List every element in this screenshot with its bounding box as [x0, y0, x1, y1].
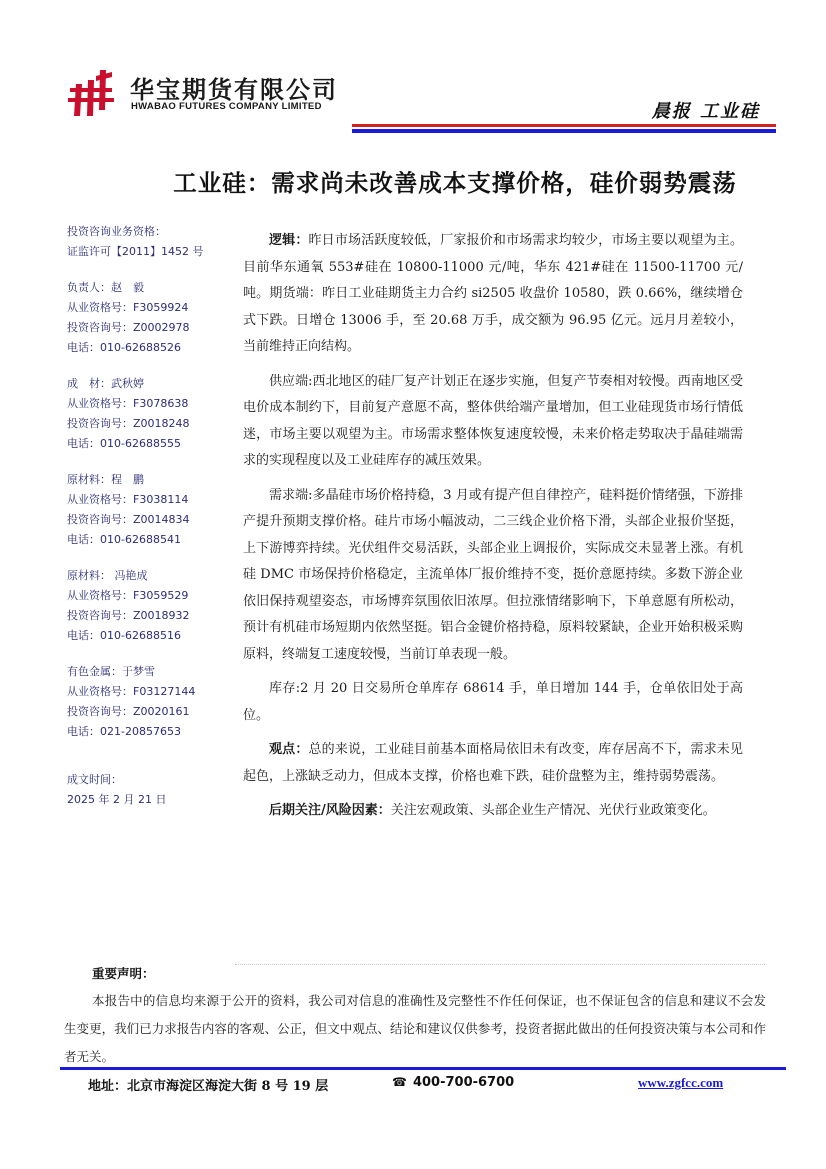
contact-consult: 投资咨询号：Z0018248: [67, 417, 190, 430]
body-divider: [235, 964, 765, 965]
contact-consult: 投资咨询号：Z0020161: [67, 705, 190, 718]
contact-block: [67, 470, 227, 550]
contact-license: 从业资格号：F03127144: [67, 685, 196, 698]
contact-phone: 电话：010-62688526: [67, 341, 181, 354]
contact-license: 从业资格号：F3038114: [67, 493, 189, 506]
report-body: [243, 228, 743, 825]
phone-number: 400-700-6700: [412, 1075, 515, 1090]
disclaimer-text: 本报告中的信息均来源于公开的资料，我公司对信息的准确性及完整性不作任何保证，也不保证包含的信息和建议不会发生变更，我们已力求报告内容的客观、公正，但文中观点、结论和建议仅供参考，投资者据此做出的任何投资决策与本公司和作者无关。: [64, 993, 766, 1064]
inventory-paragraph: 库存:2 月 20 日交易所仓单库存 68614 手，单日增加 144 手，仓单依旧处于高位。: [243, 681, 743, 723]
report-title: 工业硅：需求尚未改善成本支撑价格，硅价弱势震荡: [173, 169, 737, 197]
view-paragraph: [243, 737, 743, 790]
date-label: 成文时间：: [67, 773, 122, 786]
contact-consult: 投资咨询号：Z0002978: [67, 321, 190, 334]
contact-phone: 电话：010-62688555: [67, 437, 181, 450]
contact-role: 有色金属：于梦雪: [67, 665, 155, 678]
supply-paragraph: 供应端:西北地区的硅厂复产计划正在逐步实施，但复产节奏相对较慢。西南地区受电价成本制约下，目前复产意愿不高，整体供给端产量增加，但工业硅现货市场行情低迷，市场主要以观望为主。市场需求整体恢复速度较慢，未来价格走势取决于晶硅端需求的实现程度以及工业硅库存的减压效果。: [243, 373, 743, 468]
contact-phone: 电话：010-62688516: [67, 629, 181, 642]
view-text: 总的来说，工业硅目前基本面格局依旧未有改变，库存居高不下，需求未见起色，上涨缺乏动力，但成本支撑，价格也难下跌，硅价盘整为主，维持弱势震荡。: [243, 742, 743, 784]
footer-address: 地址：北京市海淀区海淀大街 8 号 19 层: [88, 1079, 329, 1094]
contact-phone: 电话：010-62688541: [67, 533, 181, 546]
contact-role: 原材料：程 鹏: [67, 473, 144, 486]
company-name-cn: 华宝期货有限公司: [130, 76, 338, 104]
footer-rule: [60, 1067, 786, 1070]
demand-paragraph: 需求端:多晶硅市场价格持稳，3 月或有提产但自律控产，硅料挺价情绪强，下游排产提升预期支撑价格。硅片市场小幅波动，二三线企业价格下滑，头部企业报价坚挺，上下游博弈持续。光伏组件交易活跃，头部企业上调报价，实际成交未显著上涨。有机硅 DMC 市场保持价格稳定，主流单体厂报价维持不变，挺价意愿持续。多数下游企业依旧保持观望姿态，市场博弈氛围依旧浓厚。但拉涨情绪影响下，下单意愿有所松动，预计有机硅市场短期内依然坚挺。铝合金键价格持稳，原料较紧缺，企业开始积极采购原料，终端复工速度较慢，当前订单表现一般。: [243, 487, 743, 662]
contact-license: 从业资格号：F3078638: [67, 397, 189, 410]
logic-text: 昨日市场活跃度较低，厂家报价和市场需求均较少，市场主要以观望为主。目前华东通氧 553#硅在 10800-11000 元/吨，华东 421#硅在 11500-11700 元/吨。期货端：昨日工业硅期货主力合约 si2505 收盘价 10580，跌 0.66%，继续增仓式下跌。日增仓 13006 手，至 20.68 万手，成交额为 96.95 亿元。远月月差较小，当前维持正向结构。: [243, 233, 743, 354]
risk-label: 后期关注/风险因素：: [269, 803, 391, 818]
qualification-label: 投资咨询业务资格：: [67, 225, 166, 238]
header-rule-blue: [352, 129, 776, 133]
qualification-license: 证监许可【2011】1452 号: [67, 245, 204, 258]
telephone-icon: ☎: [392, 1075, 407, 1089]
disclaimer-title: 重要声明：: [92, 966, 155, 981]
contact-phone: 电话：021-20857653: [67, 725, 181, 738]
header-rule-red: [352, 124, 776, 127]
report-type-label: 晨报 工业硅: [651, 101, 760, 122]
contact-block: [67, 278, 227, 358]
contact-block: [67, 374, 227, 454]
contact-role: 负责人：赵 毅: [67, 281, 144, 294]
view-label: 观点：: [269, 742, 309, 757]
contact-role: 原材料： 冯艳成: [67, 569, 148, 582]
logic-label: 逻辑：: [269, 233, 309, 248]
logic-paragraph: [243, 228, 743, 361]
risk-paragraph: [243, 798, 743, 825]
risk-text: 关注宏观政策、头部企业生产情况、光伏行业政策变化。: [390, 803, 716, 818]
contact-consult: 投资咨询号：Z0018932: [67, 609, 190, 622]
contact-block: [67, 566, 227, 646]
contact-block: [67, 662, 227, 742]
contact-license: 从业资格号：F3059924: [67, 301, 189, 314]
contact-consult: 投资咨询号：Z0014834: [67, 513, 190, 526]
date-value: 2025 年 2 月 21 日: [67, 793, 167, 806]
hwabao-logo-icon: [66, 66, 116, 116]
footer-website-link[interactable]: www.zgfcc.com: [638, 1075, 724, 1090]
contact-role: 成 材：武秋婷: [67, 377, 144, 390]
company-name-en: HWABAO FUTURES COMPANY LIMITED: [131, 101, 322, 112]
contact-license: 从业资格号：F3059529: [67, 589, 189, 602]
analyst-sidebar: [67, 222, 227, 810]
footer-phone: [392, 1075, 514, 1090]
